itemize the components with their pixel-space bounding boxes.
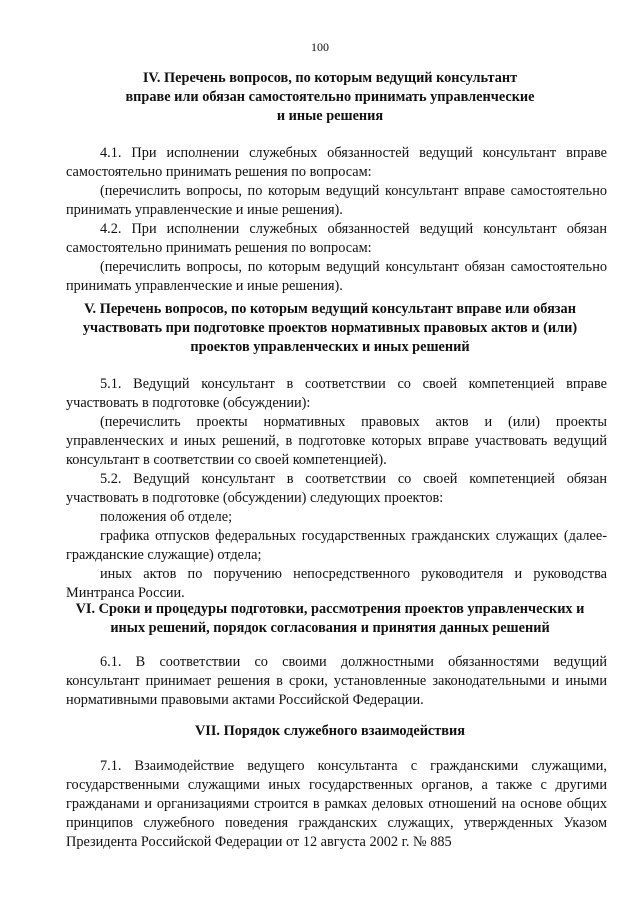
page-number: 100	[311, 40, 329, 54]
heading-line: и иные решения	[276, 108, 384, 124]
paragraph: (перечислить вопросы, по которым ведущий консультант обязан самостоятельно принимать управленческие и иные решения).	[66, 259, 607, 294]
paragraph: графика отпусков федеральных государственных гражданских служащих (далее-гражданские служащие) отдела;	[66, 528, 607, 563]
section-body-v	[66, 375, 607, 603]
section-heading-v	[60, 300, 600, 357]
heading-line: V. Перечень вопросов, по которым ведущий консультант вправе или обязан	[84, 301, 576, 317]
paragraph: 4.1. При исполнении служебных обязанностей ведущий консультант вправе самостоятельно принимать решения по вопросам:	[66, 145, 607, 180]
paragraph: 7.1. Взаимодействие ведущего консультанта с гражданскими служащими, государственными служащими иных государственных органов, а также с другими гражданами и организациями строится в рамках деловых отношений на основе общих принципов служебного поведения гражданских служащих, утвержденных Указом Президента Российской Федерации от 12 августа 2002 г. № 885	[66, 758, 607, 850]
section-heading-vi	[60, 600, 600, 638]
paragraph: (перечислить проекты нормативных правовых актов и (или) проекты управленческих и иных решений, в подготовке которых вправе участвовать ведущий консультант в соответствии со своей компетенцией).	[66, 414, 607, 468]
section-body-vii	[66, 757, 607, 852]
section-heading-vii	[60, 722, 600, 741]
section-heading-iv	[60, 69, 600, 126]
heading-line: VII. Порядок служебного взаимодействия	[194, 723, 465, 739]
heading-line: иных решений, порядок согласования и принятия данных решений	[110, 620, 550, 636]
heading-line: участвовать при подготовке проектов нормативных правовых актов и (или)	[82, 320, 578, 336]
heading-line: проектов управленческих и иных решений	[190, 339, 470, 355]
paragraph: (перечислить вопросы, по которым ведущий консультант вправе самостоятельно принимать управленческие и иные решения).	[66, 183, 607, 218]
section-body-iv	[66, 144, 607, 296]
paragraph: 5.2. Ведущий консультант в соответствии со своей компетенцией обязан участвовать в подготовке (обсуждении) следующих проектов:	[66, 471, 607, 506]
paragraph: иных актов по поручению непосредственного руководителя и руководства Минтранса России.	[66, 566, 607, 601]
heading-line: IV. Перечень вопросов, по которым ведущий консультант	[142, 70, 518, 86]
paragraph: положения об отделе;	[100, 509, 233, 525]
paragraph: 4.2. При исполнении служебных обязанностей ведущий консультант обязан самостоятельно принимать решения по вопросам:	[66, 221, 607, 256]
section-body-vi	[66, 653, 607, 710]
paragraph: 5.1. Ведущий консультант в соответствии со своей компетенцией вправе участвовать в подготовке (обсуждении):	[66, 376, 607, 411]
paragraph: 6.1. В соответствии со своими должностными обязанностями ведущий консультант принимает решения в сроки, установленные законодательными и иными нормативными правовыми актами Российской Федерации.	[66, 654, 607, 708]
heading-line: вправе или обязан самостоятельно принимать управленческие	[125, 89, 535, 105]
heading-line: VI. Сроки и процедуры подготовки, рассмотрения проектов управленческих и	[75, 601, 585, 617]
